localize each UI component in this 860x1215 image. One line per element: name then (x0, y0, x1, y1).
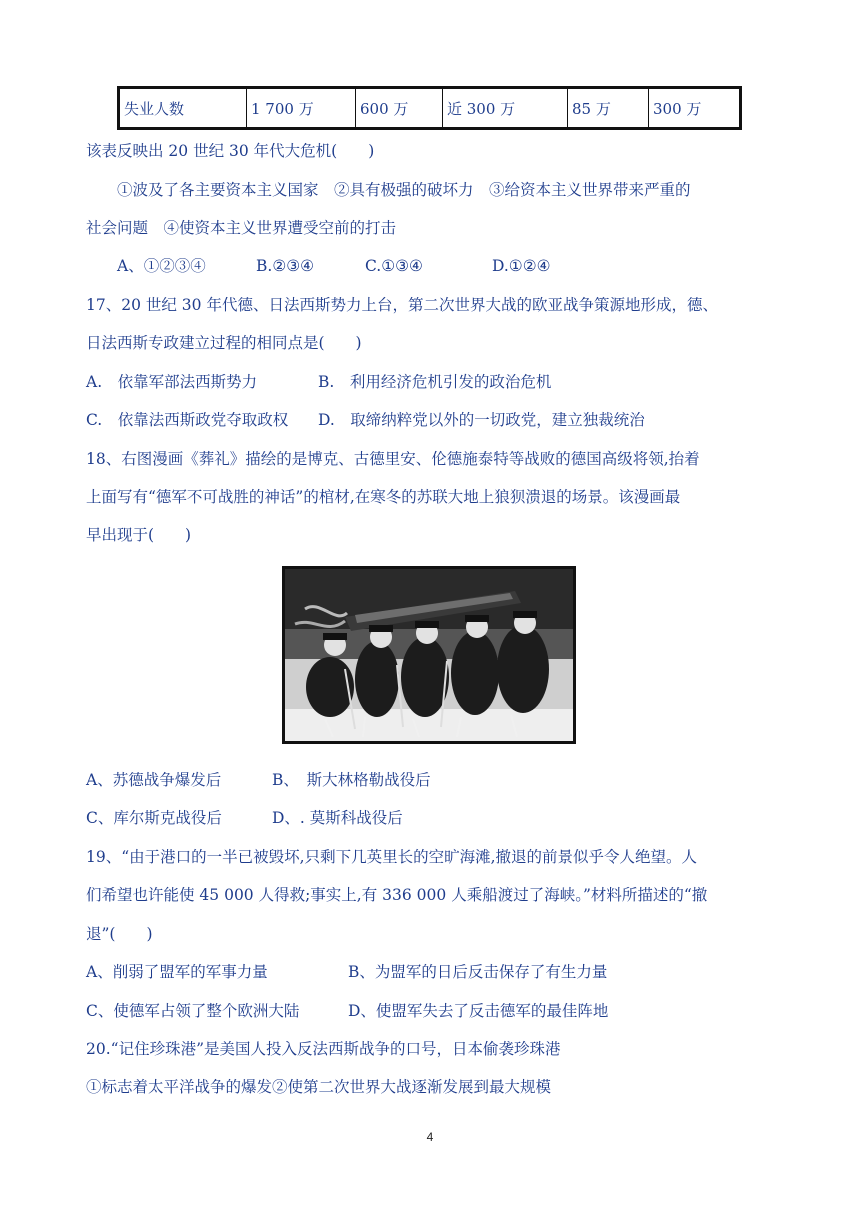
q17-line1: 17、20 世纪 30 年代德、日法西斯势力上台，第二次世界大战的欧亚战争策源地形成，德、 (86, 296, 718, 314)
table-cell: 1 700 万 (247, 88, 356, 129)
unemployment-table (117, 86, 742, 130)
q17-option-b: B. 利用经济危机引发的政治危机 (318, 373, 552, 391)
q16-statements-line2: 社会问题 ④使资本主义世界遭受空前的打击 (86, 219, 397, 237)
q16-statements-line1: ①波及了各主要资本主义国家 ②具有极强的破坏力 ③给资本主义世界带来严重的 (117, 181, 691, 199)
cartoon-illustration (285, 569, 573, 741)
table-cell: 600 万 (356, 88, 443, 129)
q18-line3: 早出现于( ) (86, 526, 192, 544)
q18-option-d: D、. 莫斯科战役后 (272, 809, 403, 827)
q20-line2: ①标志着太平洋战争的爆发②使第二次世界大战逐渐发展到最大规模 (86, 1078, 552, 1096)
q19-option-c: C、使德军占领了整个欧洲大陆 (86, 1002, 300, 1020)
table-cell: 85 万 (568, 88, 649, 129)
q18-line2: 上面写有“德军不可战胜的神话”的棺材,在寒冬的苏联大地上狼狈溃退的场景。该漫画最 (86, 488, 681, 506)
page-number: 4 (426, 1130, 434, 1144)
q19-option-a: A、削弱了盟军的军事力量 (86, 963, 268, 981)
funeral-cartoon-image (282, 566, 576, 744)
q19-line3: 退”( ) (86, 925, 153, 943)
q16-option-a: A、①②③④ (117, 257, 206, 275)
table-cell: 300 万 (649, 88, 741, 129)
q17-line2: 日法西斯专政建立过程的相同点是( ) (86, 334, 362, 352)
table-cell: 近 300 万 (443, 88, 568, 129)
q16-option-b: B.②③④ (256, 257, 315, 275)
q16-option-d: D.①②④ (492, 257, 551, 275)
q16-option-c: C.①③④ (365, 257, 423, 275)
q18-line1: 18、右图漫画《葬礼》描绘的是博克、古德里安、伦德施泰特等战败的德国高级将领,抬着 (86, 450, 700, 468)
table-row (119, 88, 741, 129)
q18-option-c: C、库尔斯克战役后 (86, 809, 222, 827)
q20-line1: 20.“记住珍珠港”是美国人投入反法西斯战争的口号，日本偷袭珍珠港 (86, 1040, 561, 1058)
q17-option-d: D. 取缔纳粹党以外的一切政党，建立独裁统治 (318, 411, 645, 429)
q19-line2: 们希望也许能使 45 000 人得救;事实上,有 336 000 人乘船渡过了海峡。”材料所描述的“撤 (86, 886, 708, 904)
q17-option-c: C. 依靠法西斯政党夺取政权 (86, 411, 289, 429)
q19-option-b: B、为盟军的日后反击保存了有生力量 (348, 963, 608, 981)
q18-option-b: B、 斯大林格勒战役后 (272, 771, 431, 789)
q19-option-d: D、使盟军失去了反击德军的最佳阵地 (348, 1002, 609, 1020)
q16-stem: 该表反映出 20 世纪 30 年代大危机( ) (86, 142, 375, 160)
table-cell: 失业人数 (119, 88, 247, 129)
q17-option-a: A. 依靠军部法西斯势力 (86, 373, 258, 391)
q18-option-a: A、苏德战争爆发后 (86, 771, 222, 789)
q19-line1: 19、“由于港口的一半已被毁坏,只剩下几英里长的空旷海滩,撤退的前景似乎令人绝望。人 (86, 848, 698, 866)
